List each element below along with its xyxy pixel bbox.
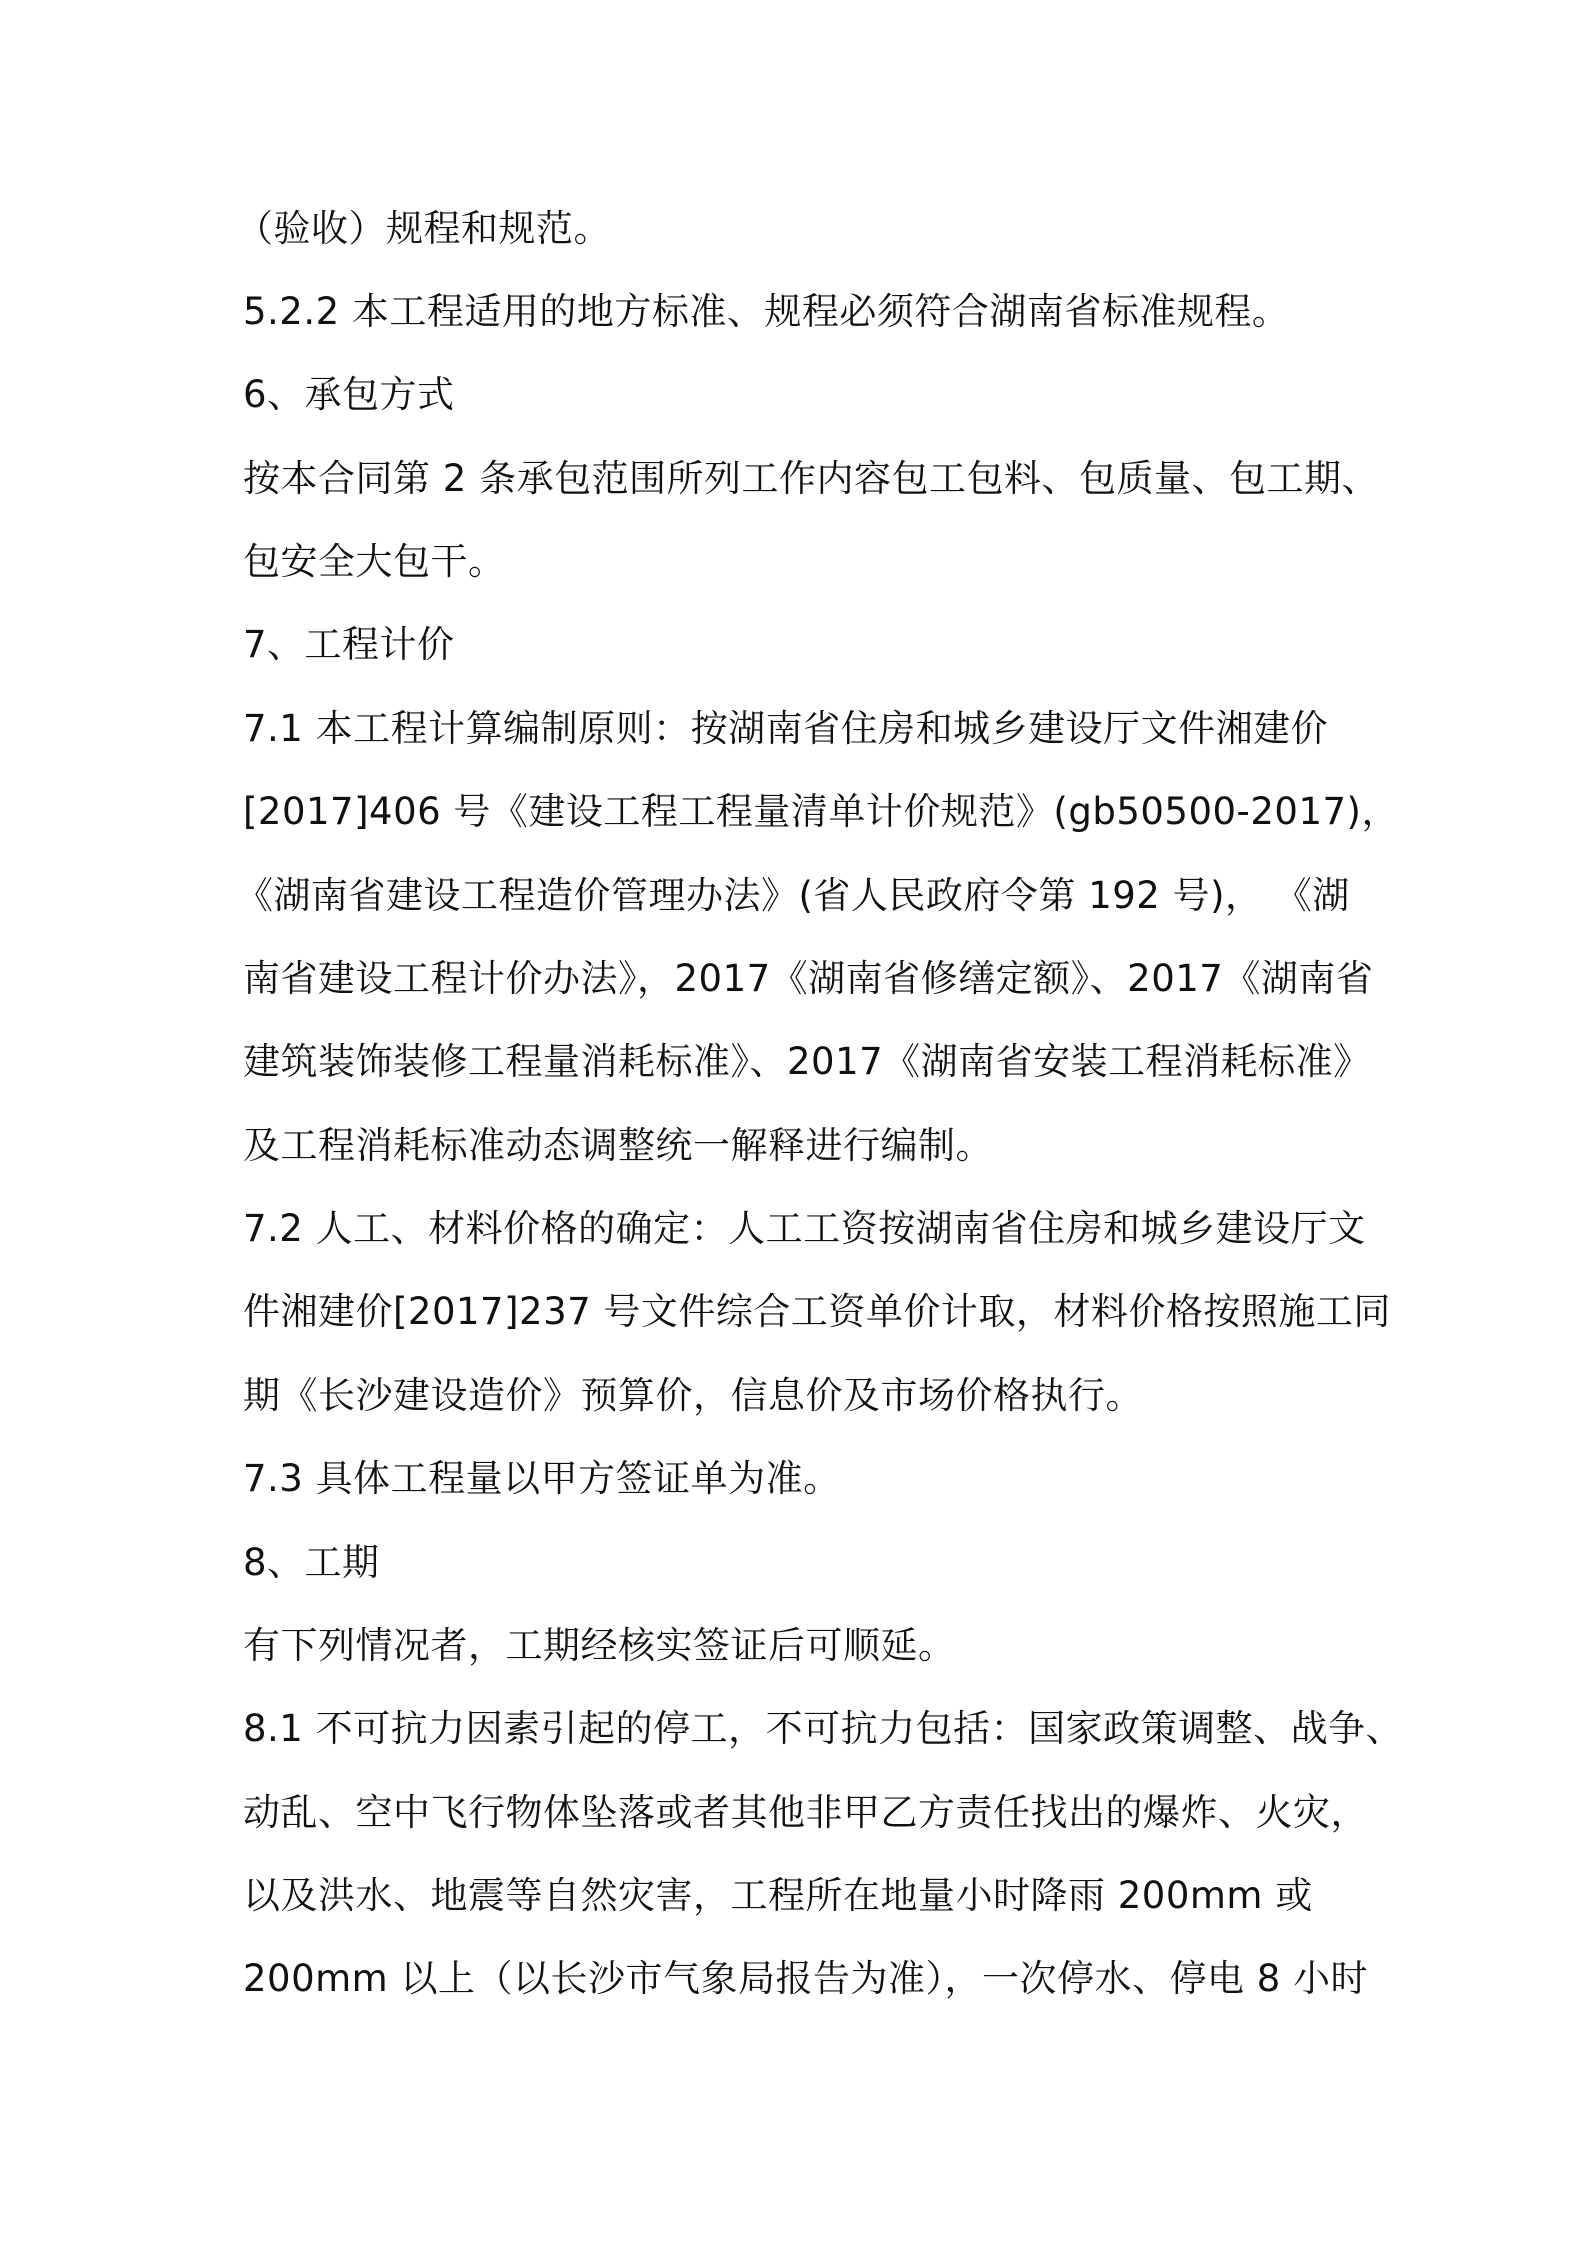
- text-line-10: 南省建设工程计价办法》，2017《湖南省修缮定额》、2017《湖南省: [243, 957, 1374, 1000]
- section-heading-6: 6、承包方式: [243, 373, 455, 416]
- text-line-15: 期《长沙建设造价》预算价，信息价及市场价格执行。: [243, 1374, 1143, 1417]
- section-heading-8: 8、工期: [243, 1541, 380, 1584]
- text-line-8: [2017]406 号《建设工程工程量清单计价规范》(gb50500-2017)，: [243, 790, 1399, 833]
- text-line-18: 有下列情况者，工期经核实签证后可顺延。: [243, 1624, 956, 1667]
- text-line-11: 建筑装饰装修工程量消耗标准》、2017《湖南省安装工程消耗标准》: [243, 1040, 1371, 1083]
- text-line-20: 动乱、空中飞行物体坠落或者其他非甲乙方责任找出的爆炸、火灾，: [243, 1791, 1368, 1834]
- text-line-9: 《湖南省建设工程造价管理办法》(省人民政府令第 192 号)， 《湖: [236, 874, 1350, 917]
- text-line-5: 包安全大包干。: [243, 540, 506, 583]
- text-line-21: 以及洪水、地震等自然灾害，工程所在地量小时降雨 200mm 或: [243, 1874, 1313, 1917]
- text-line-22: 200mm 以上（以长沙市气象局报告为准），一次停水、停电 8 小时: [243, 1957, 1369, 2000]
- text-line-12: 及工程消耗标准动态调整统一解释进行编制。: [243, 1124, 993, 1167]
- text-line-1: （验收）规程和规范。: [236, 207, 611, 250]
- text-line-13: 7.2 人工、材料价格的确定：人工工资按湖南省住房和城乡建设厅文: [243, 1207, 1366, 1250]
- text-line-2: 5.2.2 本工程适用的地方标准、规程必须符合湖南省标准规程。: [243, 290, 1290, 333]
- text-line-19: 8.1 不可抗力因素引起的停工，不可抗力包括：国家政策调整、战争、: [243, 1707, 1404, 1750]
- text-line-14: 件湘建价[2017]237 号文件综合工资单价计取，材料价格按照施工同: [243, 1290, 1391, 1333]
- section-heading-7: 7、工程计价: [243, 623, 455, 666]
- text-line-7: 7.1 本工程计算编制原则：按湖南省住房和城乡建设厅文件湘建价: [243, 707, 1329, 750]
- text-line-4: 按本合同第 2 条承包范围所列工作内容包工包料、包质量、包工期、: [243, 457, 1380, 500]
- text-line-16: 7.3 具体工程量以甲方签证单为准。: [243, 1457, 841, 1500]
